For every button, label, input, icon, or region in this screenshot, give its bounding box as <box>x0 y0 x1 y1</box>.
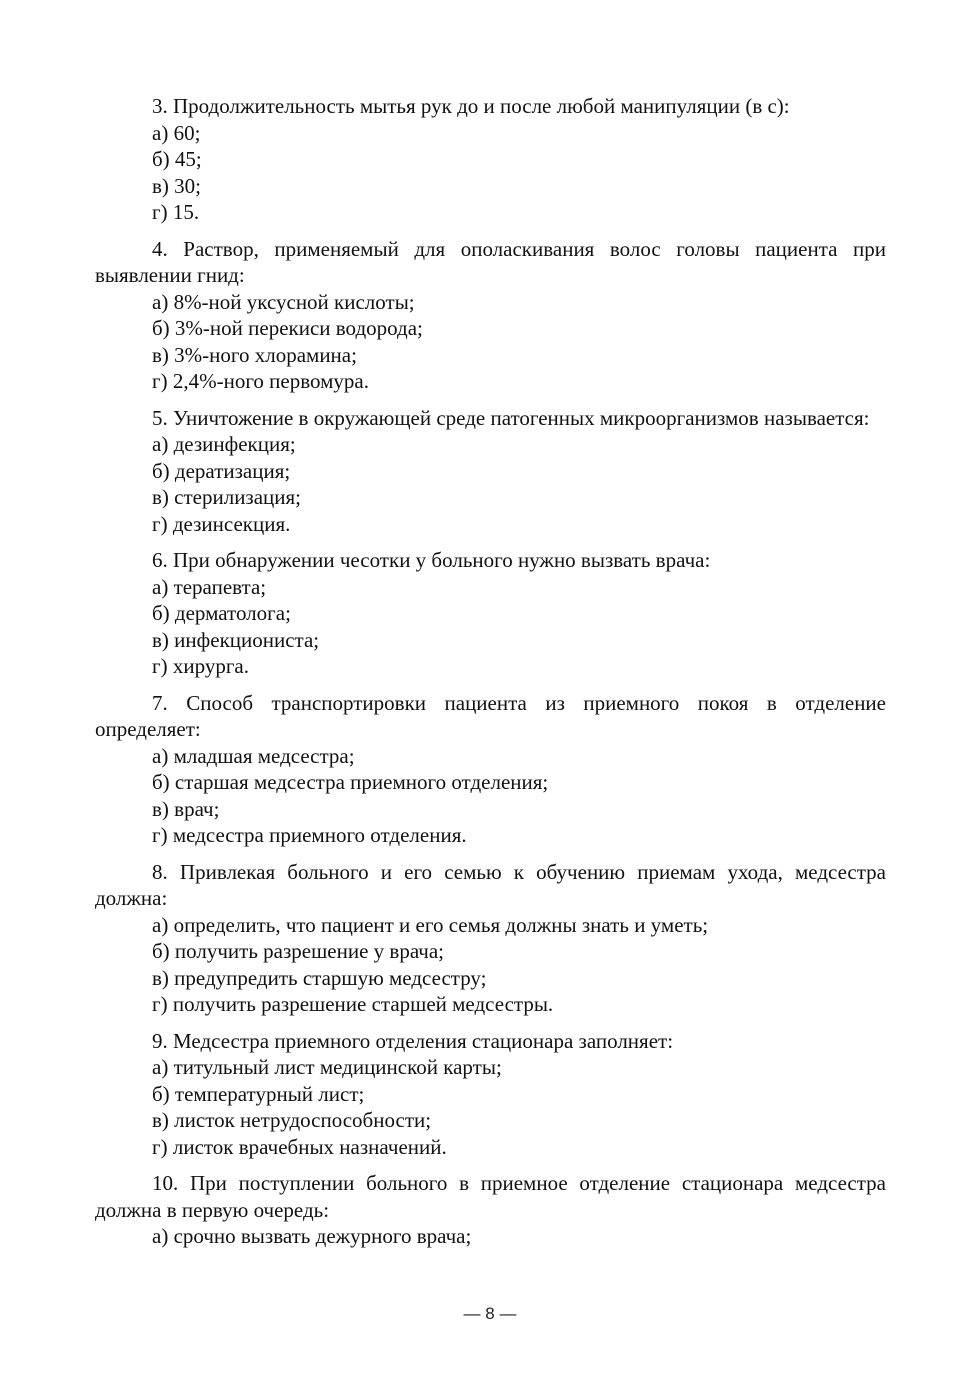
answer-option: в) 30; <box>152 173 201 198</box>
question-4 <box>95 236 886 395</box>
answer-option: а) младшая медсестра; <box>152 743 355 768</box>
question-3 <box>95 93 886 226</box>
answer-option: а) терапевта; <box>152 574 267 599</box>
answer-option: в) врач; <box>152 796 220 821</box>
answer-option: в) предупредить старшую медсестру; <box>152 965 487 990</box>
answer-option: б) 3%-ной перекиси водорода; <box>152 316 423 340</box>
answer-option: г) получить разрешение старшей медсестры. <box>152 992 554 1016</box>
question-5 <box>95 405 886 538</box>
answer-option: г) медсестра приемного отделения. <box>152 823 467 847</box>
question-stem: 6. При обнаружении чесотки у больного нужно вызвать врача: <box>152 548 711 572</box>
answer-option: а) 8%-ной уксусной кислоты; <box>152 289 415 314</box>
answer-option: б) 45; <box>152 147 202 171</box>
question-stem: 8. Привлекая больного и его семью к обучению приемам ухода, медсестра должна: <box>95 859 886 910</box>
answer-option: г) хирурга. <box>152 654 250 678</box>
answer-option: а) дезинфекция; <box>152 432 296 456</box>
answer-option: а) определить, что пациент и его семья должны знать и уметь; <box>152 912 709 937</box>
question-stem: 10. При поступлении больного в приемное отделение стационара медсестра должна в первую очередь: <box>95 1171 886 1222</box>
answer-option: в) стерилизация; <box>152 485 302 509</box>
answer-option: б) температурный лист; <box>152 1081 365 1106</box>
answer-option: а) 60; <box>152 120 201 145</box>
question-9 <box>95 1028 886 1161</box>
question-stem: 3. Продолжительность мытья рук до и после любой манипуляции (в с): <box>152 94 790 118</box>
question-10 <box>95 1170 886 1250</box>
document-page <box>95 93 886 1260</box>
question-stem: 5. Уничтожение в окружающей среде патогенных микроорганизмов называется: <box>152 405 870 430</box>
question-stem: 4. Раствор, применяемый для ополаскивания волос головы пациента при выявлении гнид: <box>95 236 886 287</box>
question-stem: 7. Способ транспортировки пациента из приемного покоя в отделение определяет: <box>95 690 886 741</box>
answer-option: в) инфекциониста; <box>152 627 320 652</box>
answer-option: г) листок врачебных назначений. <box>152 1134 447 1159</box>
answer-option: в) 3%-ного хлорамина; <box>152 342 357 367</box>
answer-option: б) получить разрешение у врача; <box>152 939 445 963</box>
answer-option: а) титульный лист медицинской карты; <box>152 1055 502 1079</box>
answer-option: г) 2,4%-ного первомура. <box>152 369 369 393</box>
answer-option: в) листок нетрудоспособности; <box>152 1108 432 1132</box>
answer-option: б) старшая медсестра приемного отделения; <box>152 770 549 794</box>
question-7 <box>95 690 886 849</box>
question-stem: 9. Медсестра приемного отделения стационара заполняет: <box>152 1028 674 1053</box>
page-number: — 8 — <box>463 1304 517 1323</box>
answer-option: б) дерматолога; <box>152 601 291 625</box>
answer-option: б) дератизация; <box>152 458 291 483</box>
answer-option: г) дезинсекция. <box>152 511 291 536</box>
question-8 <box>95 859 886 1018</box>
question-6 <box>95 547 886 680</box>
answer-option: а) срочно вызвать дежурного врача; <box>152 1224 472 1248</box>
answer-option: г) 15. <box>152 200 200 224</box>
